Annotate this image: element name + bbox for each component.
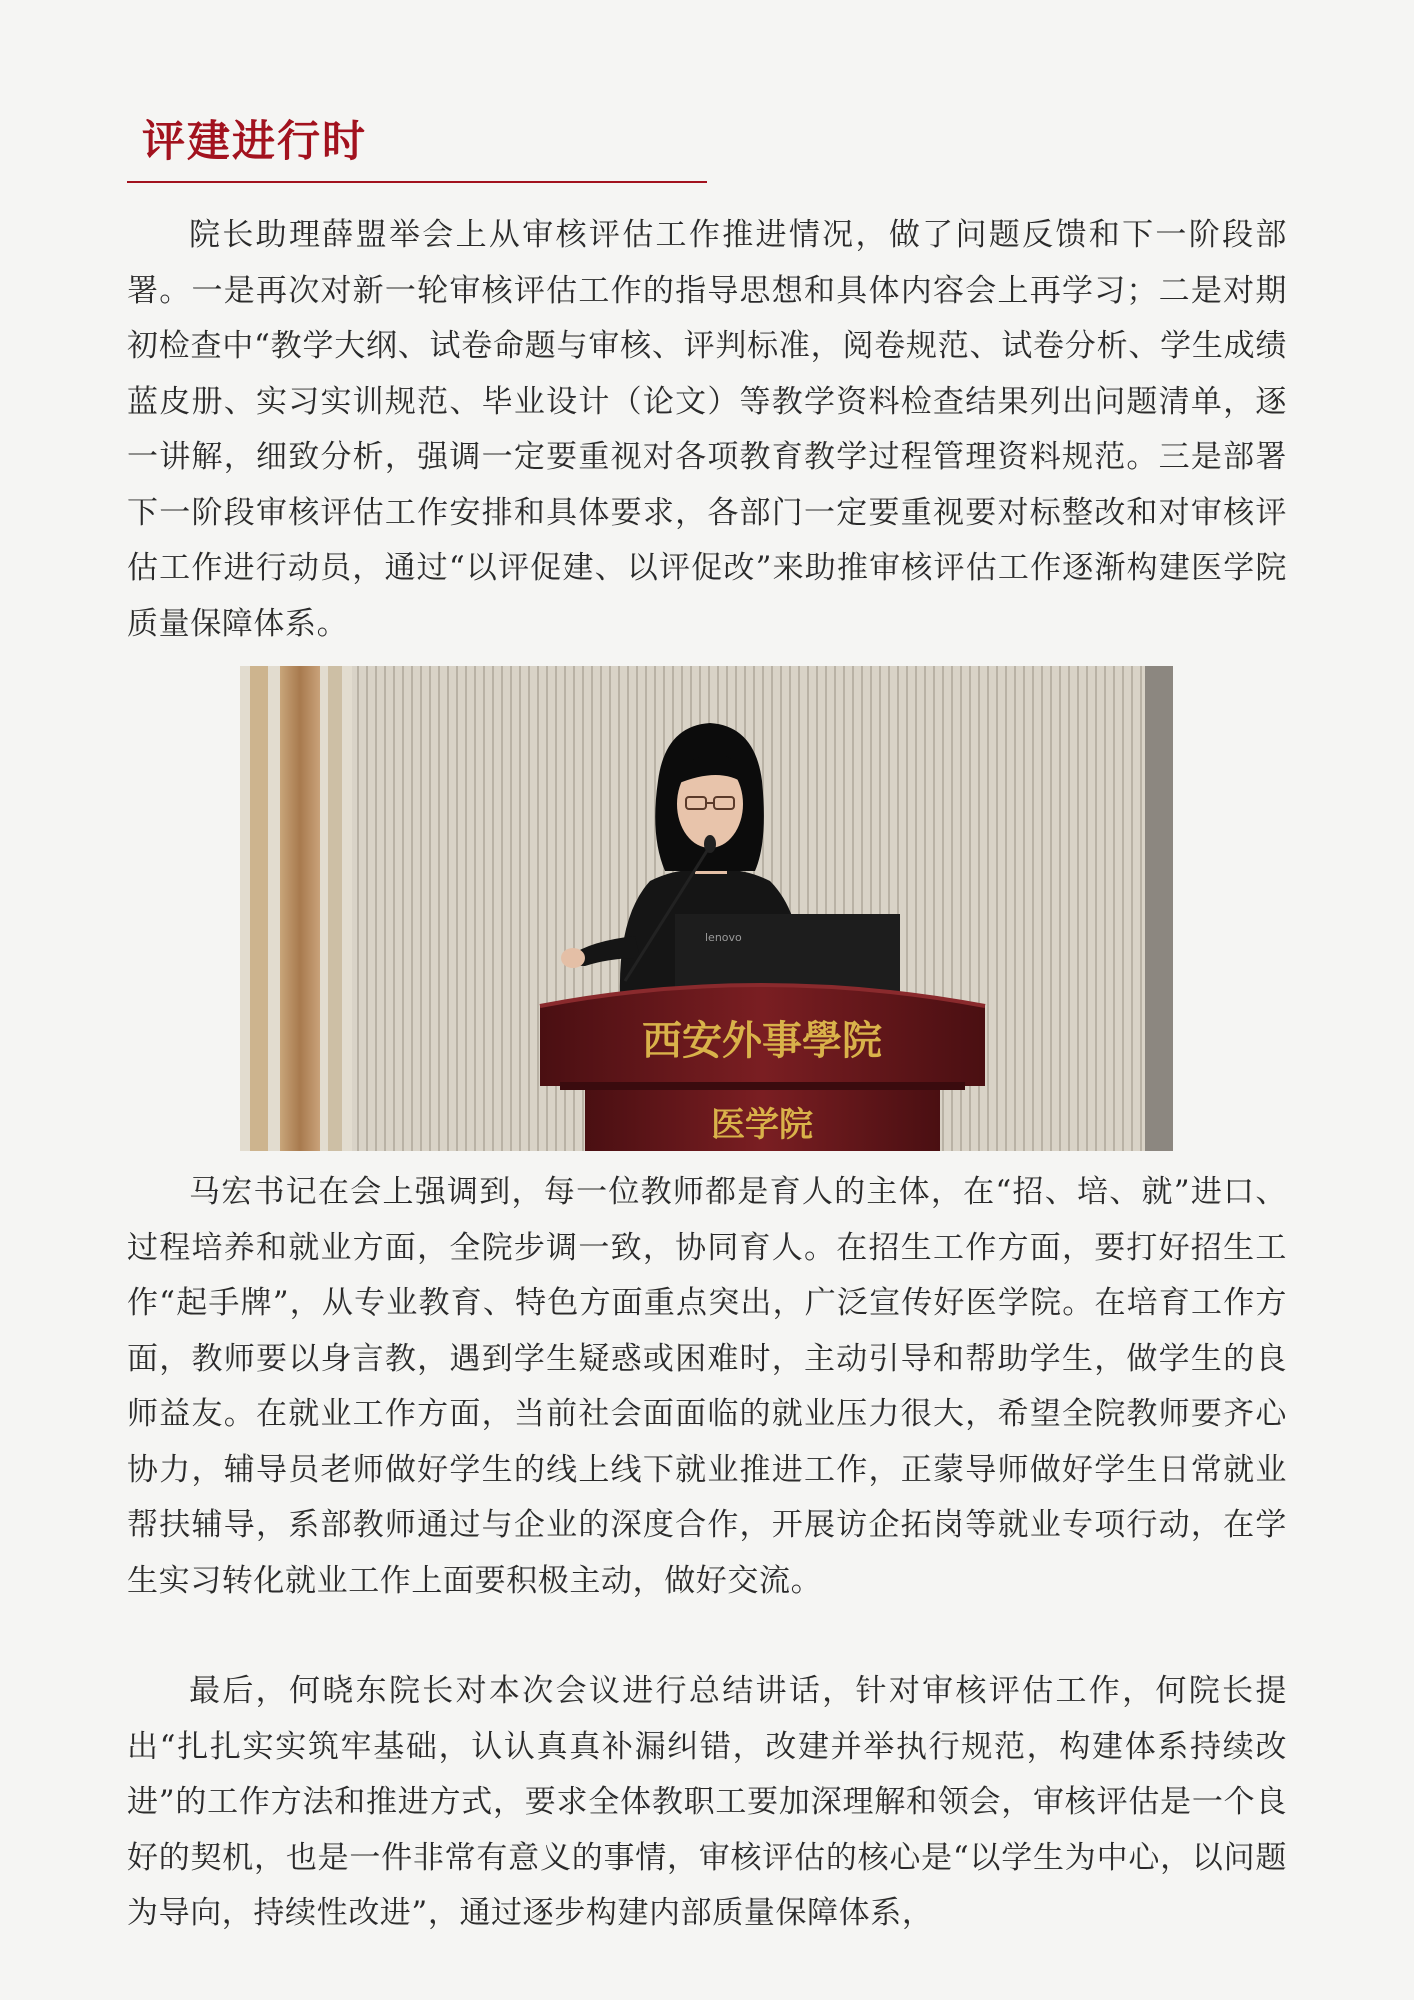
paragraph-assistant-dean-report: 院长助理薛盟举会上从审核评估工作推进情况，做了问题反馈和下一阶段部署。一是再次对新一轮审核评估工作的指导思想和具体内容会上再学习；二是对期初检查中“教学大纲、试卷命题与审核、评判标准，阅卷规范、试卷分析、学生成绩蓝皮册、实习实训规范、毕业设计（论文）等教学资料检查结果列出问题清单，逐一讲解，细致分析，强调一定要重视对各项教育教学过程管理资料规范。三是部署下一阶段审核评估工作安排和具体要求，各部门一定要重视要对标整改和对审核评估工作进行动员，通过“以评促建、以评促改”来助推审核评估工作逐渐构建医学院质量保障体系。 <box>127 217 1287 642</box>
speaker-photo <box>240 666 1173 1151</box>
podium-text-bottom: 医学院 <box>711 1105 813 1145</box>
section-title: 评建进行时 <box>142 117 367 167</box>
paragraph-party-secretary-remarks: 马宏书记在会上强调到，每一位教师都是育人的主体，在“招、培、就”进口、过程培养和就业方面，全院步调一致，协同育人。在招生工作方面，要打好招生工作“起手牌”，从专业教育、特色方面重点突出，广泛宣传好医学院。在培育工作方面，教师要以身言教，遇到学生疑惑或困难时，主动引导和帮助学生，做学生的良师益友。在就业工作方面，当前社会面面临的就业压力很大，希望全院教师要齐心协力，辅导员老师做好学生的线上线下就业推进工作，正蒙导师做好学生日常就业帮扶辅导，系部教师通过与企业的深度合作，开展访企拓岗等就业专项行动，在学生实习转化就业工作上面要积极主动，做好交流。 <box>127 1174 1287 1599</box>
paragraph-dean-summary: 最后，何晓东院长对本次会议进行总结讲话，针对审核评估工作，何院长提出“扎扎实实筑牢基础，认认真真补漏纠错，改建并举执行规范，构建体系持续改进”的工作方法和推进方式，要求全体教职工要加深理解和领会，审核评估是一个良好的契机，也是一件非常有意义的事情，审核评估的核心是“以学生为中心，以问题为导向，持续性改进”，通过逐步构建内部质量保障体系， <box>127 1673 1287 1931</box>
podium-text-top: 西安外事學院 <box>642 1017 882 1064</box>
title-underline <box>127 181 707 183</box>
laptop-brand: lenovo <box>705 931 742 944</box>
